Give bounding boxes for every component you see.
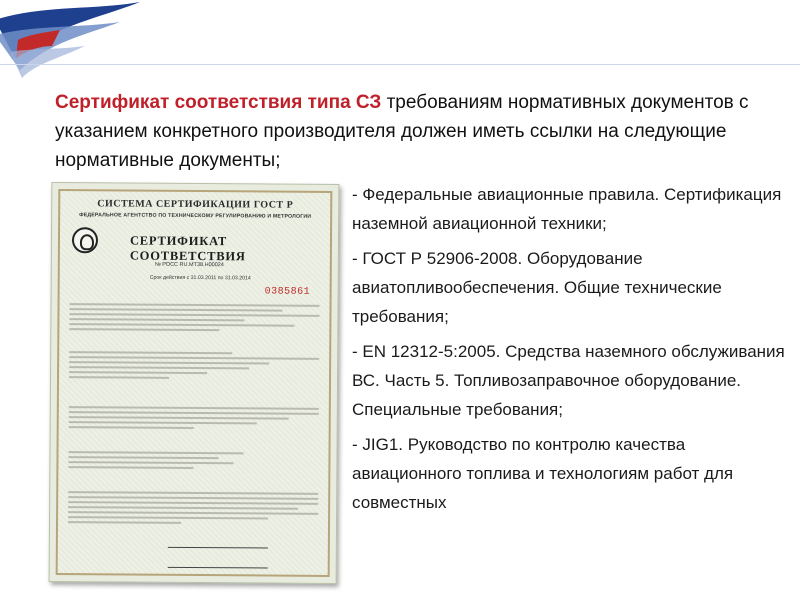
- certificate-validity: Срок действия с 31.03.2011 по 31.03.2014: [149, 274, 251, 282]
- certificate-text-block: [68, 491, 318, 528]
- airline-logo: [0, 0, 150, 95]
- list-item: - JIG1. Руководство по контролю качества авиационного топлива и технологиям работ для совместных: [352, 435, 734, 512]
- list-item: - Федеральные авиационные правила. Сертификация наземной авиационной техники;: [352, 185, 782, 233]
- certificate-signature-line: [168, 567, 268, 569]
- list-item: - EN 12312-5:2005. Средства наземного обслуживания ВС. Часть 5. Топливозаправочное оборудование. Специальные требования;: [352, 342, 785, 419]
- standards-list: [352, 180, 792, 523]
- certificate-system-title: СИСТЕМА СЕРТИФИКАЦИИ ГОСТ Р: [97, 198, 294, 211]
- certificate-agency: ФЕДЕРАЛЬНОЕ АГЕНТСТВО ПО ТЕХНИЧЕСКОМУ РЕГУЛИРОВАНИЮ И МЕТРОЛОГИИ: [79, 212, 312, 220]
- certificate-text-block: [69, 351, 319, 383]
- list-item: - ГОСТ Р 52906-2008. Оборудование авиатопливообеспечения. Общие технические требования;: [352, 249, 722, 326]
- certificate-number: № РОСС RU.МТ38.Н00024: [154, 261, 224, 269]
- certificate-signature-line: [168, 547, 268, 549]
- certificate-frame: [56, 189, 333, 577]
- intro-paragraph: [55, 88, 775, 175]
- certificate-text-block: [69, 303, 319, 335]
- certificate-image: [49, 182, 340, 584]
- certification-mark-icon: [72, 227, 98, 253]
- header-divider: [0, 64, 800, 65]
- intro-text: требованиям нормативных документов с указанием конкретного производителя должен иметь ссылки на следующие нормативные документы;: [55, 92, 749, 171]
- certificate-doc-title: СЕРТИФИКАТ СООТВЕТСТВИЯ: [129, 233, 246, 264]
- certificate-type-heading: Сертификат соответствия типа СЗ: [55, 92, 382, 113]
- certificate-text-block: [68, 451, 318, 473]
- certificate-serial: 0385861: [264, 286, 311, 298]
- certificate-text-block: [69, 406, 319, 433]
